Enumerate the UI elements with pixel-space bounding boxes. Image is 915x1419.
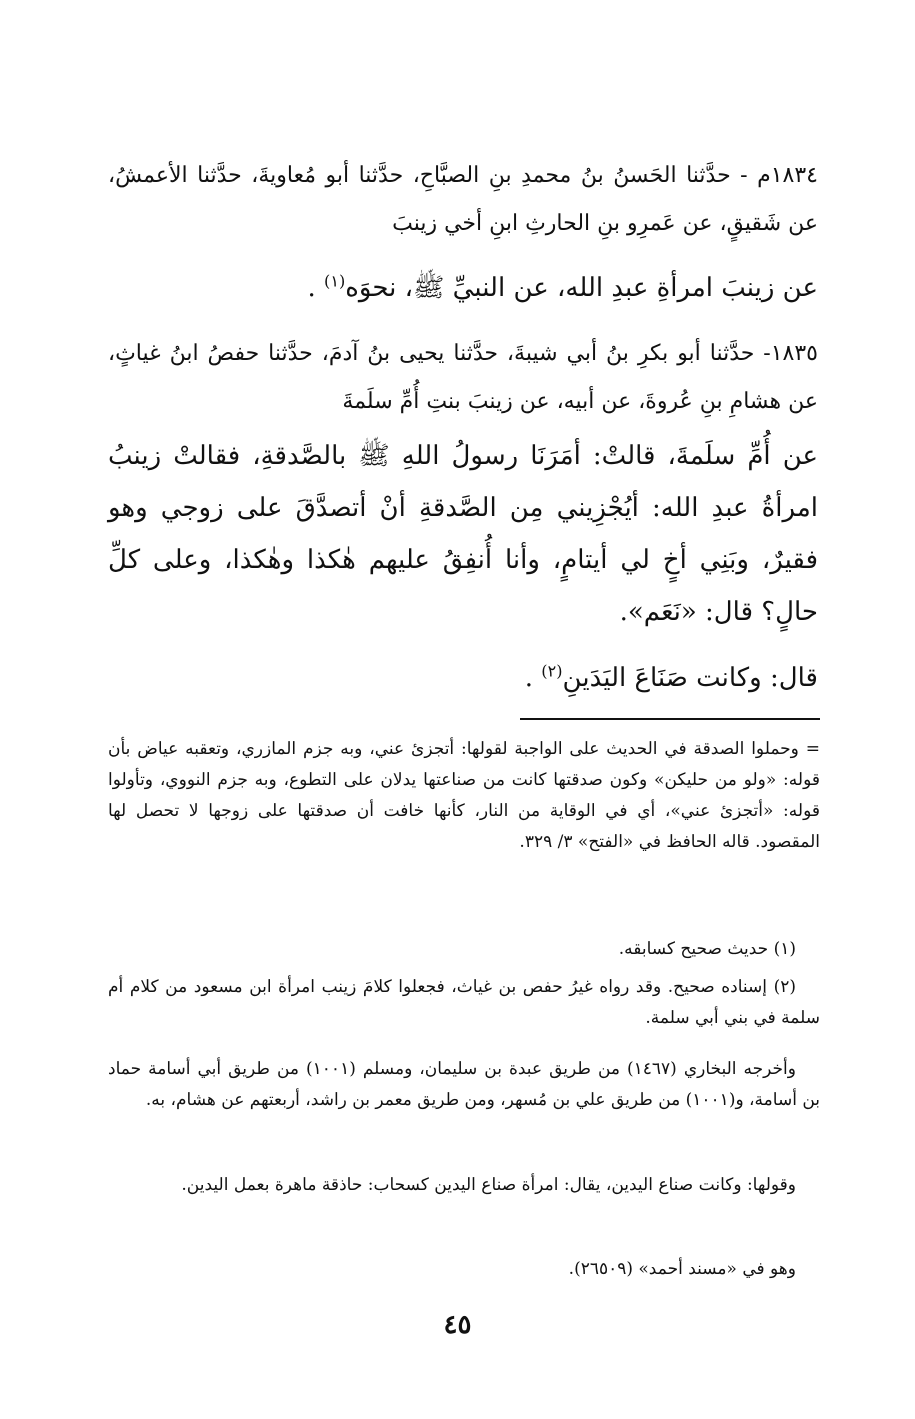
footnote-ref-2: (٢) — [541, 661, 563, 681]
hadith-1834-matn-text: عن زينبَ امرأةِ عبدِ الله، عن النبيِّ ﷺ، نحوَه — [345, 273, 818, 303]
footnote-1: (١) حديث صحيح كسابقه. — [618, 939, 796, 959]
hadith-1835-closing-text: قال: وكانت صَنَاعَ اليَدَينِ — [562, 663, 818, 693]
footnote-ref-1: (١) — [324, 271, 346, 291]
footnote-2-gloss: وقولها: وكانت صناع اليدين، يقال: امرأة صناع اليدين كسحاب: حاذقة ماهرة بعمل اليدين. — [181, 1175, 796, 1195]
footnote-2: (٢) إسناده صحيح. وقد رواه غيرُ حفص بن غياث، فجعلوا كلامَ زينب امرأة ابن مسعود من كلام أم سلمة في بني أبي سلمة. — [108, 977, 820, 1028]
hadith-1835-isnad — [108, 330, 818, 426]
footnote-continuation: = وحملوا الصدقة في الحديث على الواجبة لقولها: أتجزئ عني، وبه جزم المازري، وتعقبه عياض بأن قوله: «ولو من حليكن» وكون صدقتها كانت من صناعتها يدلان على التطوع، وبه جزم النووي، وتأولوا قوله: «أتجزئ عني»، أي في الوقاية من النار، كأنها خافت أن صدقتها على زوجها لا تحصل لها المقصود. قاله الحافظ في «الفتح» ٣/ ٣٢٩. — [108, 739, 820, 852]
hadith-1834-isnad — [108, 152, 818, 248]
hadith-1835-matn-text: عن أُمِّ سلَمةَ، قالتْ: أمَرَنَا رسولُ اللهِ ﷺ بالصَّدقةِ، فقالتْ زينبُ امرأةُ عبدِ الله: أيُجْزِيني مِن الصَّدقةِ أنْ أتصدَّقَ على زوجي وهو فقيرٌ، وبَنِي أخٍ لي أيتامٍ، وأنا أُنفِقُ عليهم هٰكذا وهٰكذا، وعلى كلِّ حالٍ؟ قال: «نَعَم». — [108, 441, 818, 627]
hadith-1835-matn — [108, 430, 818, 638]
footnote-2-takhrij: وأخرجه البخاري (١٤٦٧) من طريق عبدة بن سليمان، ومسلم (١٠٠١) من طريق أبي أسامة حماد بن أسامة، و(١٠٠١) من طريق علي بن مُسهر، ومن طريق معمر بن راشد، أربعتهم عن هشام، به. — [108, 1059, 820, 1110]
page-number: ٤٥ — [443, 1310, 472, 1340]
hadith-1834-matn: عن زينبَ امرأةِ عبدِ الله، عن النبيِّ ﷺ، نحوَه$^{(١)}$ . — [307, 271, 818, 303]
hadith-1834-isnad-text: ١٨٣٤م - حدَّثنا الحَسنُ بنُ محمدِ بنِ الصبَّاحِ، حدَّثنا أبو مُعاويةَ، حدَّثنا الأعمشُ، عن شَقيقٍ، عن عَمرِو بنِ الحارثِ ابنِ أخي زينبَ — [108, 163, 818, 236]
footnote-separator — [520, 718, 820, 720]
hadith-1835-closing-line: قال: وكانت صَنَاعَ اليَدَينِ$^{(٢)}$ . — [524, 661, 818, 693]
hadith-1835-isnad-text: ١٨٣٥- حدَّثنا أبو بكرِ بنُ أبي شيبةَ، حدَّثنا يحيى بنُ آدمَ، حدَّثنا حفصُ ابنُ غياثٍ، عن هشامِ بنِ عُروةَ، عن أبيه، عن زينبَ بنتِ أُمِّ سلَمةَ — [108, 341, 818, 414]
footnote-2-musnad: وهو في «مسند أحمد» (٢٦٥٠٩). — [568, 1259, 796, 1279]
